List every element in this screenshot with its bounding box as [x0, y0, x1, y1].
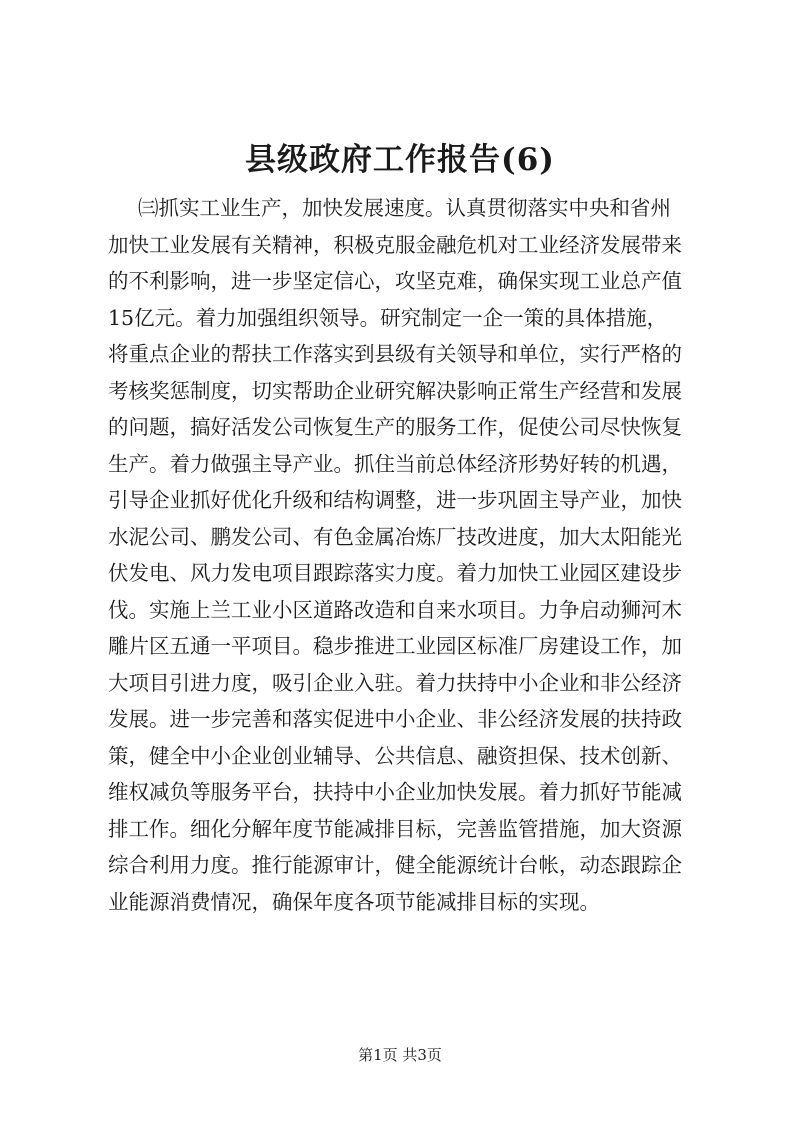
text-line: 伐。实施上兰工业小区道路改造和自来水项目。力争启动狮河木	[108, 597, 682, 622]
page-title: 县级政府工作报告(6)	[245, 142, 555, 178]
text-line: 引导企业抓好优化升级和结构调整，进一步巩固主导产业，加快	[108, 488, 682, 512]
text-line: ㈢抓实工业生产，加快发展速度。认真贯彻落实中央和省州	[138, 196, 671, 220]
text-line: 排工作。细化分解年度节能减排目标，完善监管措施，加大资源	[108, 816, 682, 841]
body-text	[108, 190, 708, 920]
page-footer: 第1页 共3页	[358, 1046, 442, 1064]
text-line: 将重点企业的帮扶工作落实到县级有关领导和单位，实行严格的	[108, 342, 682, 366]
text-line: 生产。着力做强主导产业。抓住当前总体经济形势好转的机遇，	[108, 451, 682, 476]
text-line: 维权减负等服务平台，扶持中小企业加快发展。着力抓好节能减	[108, 780, 682, 804]
text-line: 的不利影响，进一步坚定信心，攻坚克难，确保实现工业总产值	[108, 269, 682, 293]
text-line: 伏发电、风力发电项目跟踪落实力度。着力加快工业园区建设步	[108, 561, 682, 585]
text-line: 水泥公司、鹏发公司、有色金属冶炼厂技改进度，加大太阳能光	[108, 524, 682, 549]
text-line: 发展。进一步完善和落实促进中小企业、非公经济发展的扶持政	[108, 707, 682, 731]
text-line: 15亿元。着力加强组织领导。研究制定一企一策的具体措施，	[108, 305, 668, 330]
text-line: 综合利用力度。推行能源审计，健全能源统计台帐，动态跟踪企	[108, 853, 682, 877]
text-line: 加快工业发展有关精神，积极克服金融危机对工业经济发展带来	[108, 232, 682, 257]
text-line: 考核奖惩制度，切实帮助企业研究解决影响正常生产经营和发展	[108, 378, 682, 403]
text-line: 业能源消费情况，确保年度各项节能减排目标的实现。	[108, 889, 600, 914]
text-line: 大项目引进力度，吸引企业入驻。着力扶持中小企业和非公经济	[108, 670, 682, 695]
text-line: 的问题，搞好活发公司恢复生产的服务工作，促使公司尽快恢复	[108, 415, 682, 439]
text-line: 雕片区五通一平项目。稳步推进工业园区标准厂房建设工作，加	[108, 634, 682, 658]
text-line: 策，健全中小企业创业辅导、公共信息、融资担保、技术创新、	[108, 743, 682, 768]
